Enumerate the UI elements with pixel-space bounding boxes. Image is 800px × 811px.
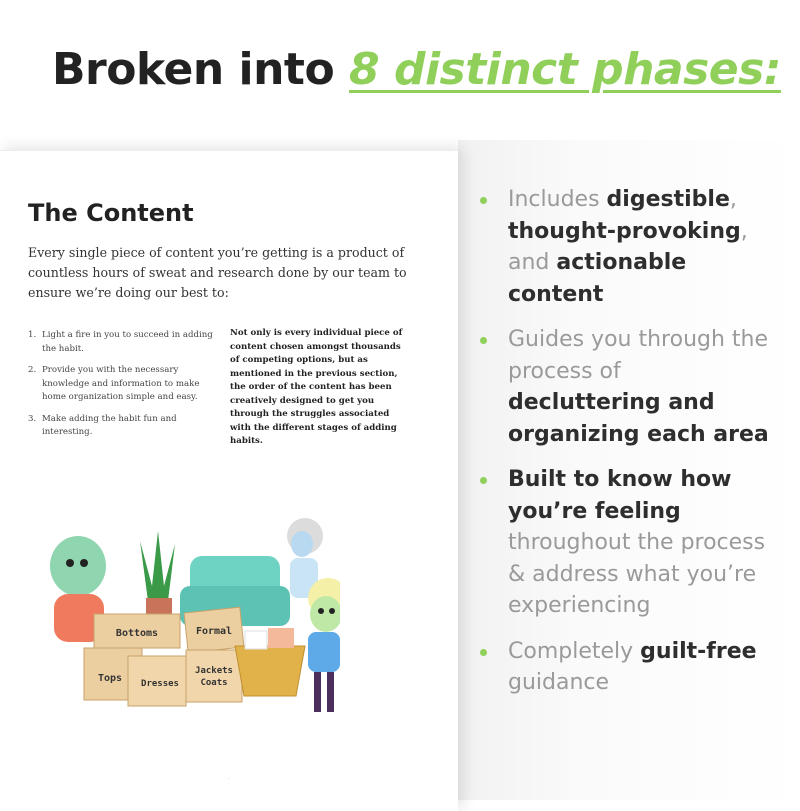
steps-list: [28, 329, 218, 448]
step-text: Provide you with the necessary knowledge and information to make home organization simple and easy.: [42, 365, 200, 402]
feature-text: Guides you through the process of: [508, 327, 769, 384]
bullet-icon: [480, 337, 487, 344]
plant-leaves: [140, 531, 175, 601]
feature-emphasis: Built to know how you’re feeling: [508, 467, 732, 524]
decluttering-illustration: [40, 516, 340, 726]
feature-text: guidance: [508, 670, 610, 695]
box-label: Formal: [195, 626, 233, 637]
feature-emphasis: thought-provoking: [508, 218, 741, 244]
step-number: 2.: [28, 365, 37, 375]
page-number: ·: [228, 776, 230, 783]
headline-lead: Broken into: [52, 44, 350, 95]
feature-item: [480, 464, 780, 622]
feature-item: [480, 324, 780, 450]
basket-clothes: [268, 628, 294, 648]
laundry-basket: [235, 646, 305, 696]
character-eye: [66, 559, 74, 567]
character-eye: [329, 608, 335, 614]
bullet-icon: [480, 649, 487, 656]
right-character-shirt: [308, 632, 340, 672]
box-label: Tops: [97, 673, 123, 684]
headline: [52, 44, 781, 95]
feature-text: Includes: [508, 187, 607, 212]
basket-clothes: [245, 631, 267, 649]
step-item: [28, 364, 218, 405]
grey-character-face: [291, 531, 313, 557]
feature-emphasis: guilt-free: [640, 638, 757, 664]
feature-emphasis: decluttering and organizing each area: [508, 390, 769, 447]
step-text: Light a fire in you to succeed in adding the habit.: [42, 330, 213, 354]
headline-accent: 8 distinct phases:: [349, 44, 781, 95]
step-item: [28, 329, 218, 356]
feature-text: , and: [508, 218, 748, 275]
box-label: Bottoms: [115, 628, 159, 639]
feature-emphasis: actionable content: [508, 250, 687, 307]
right-character-leg: [327, 672, 334, 712]
page-title: The Content: [28, 199, 194, 227]
character-eye: [318, 608, 324, 614]
step-item: [28, 413, 218, 440]
character-eye: [80, 559, 88, 567]
feature-item: [480, 636, 780, 699]
character-head: [50, 536, 106, 596]
side-note: Not only is every individual piece of content chosen amongst thousands of competing options, but as mentioned in the previous section, the order of the content has been creatively designed to get you through the struggles associated with the different stages of adding habits.: [230, 328, 403, 446]
box-label: Dresses: [141, 679, 179, 689]
step-text: Make adding the habit fun and interesting.: [42, 413, 177, 437]
book-page: [0, 150, 458, 811]
box-label: Coats: [200, 678, 228, 688]
page-intro: Every single piece of content you’re getting is a product of countless hours of sweat and research done by our team to ensure we’re doing our best to:: [28, 245, 407, 300]
feature-text: Completely: [508, 638, 641, 664]
feature-text: throughout the process & address what you’re experiencing: [508, 530, 766, 618]
right-character-leg: [314, 672, 321, 712]
step-number: 3.: [28, 413, 37, 424]
box-jackets-coats: [186, 650, 242, 702]
box-label: Jackets: [195, 666, 233, 676]
step-number: 1.: [28, 330, 37, 340]
bullet-icon: [480, 197, 487, 204]
feature-item: [480, 184, 780, 310]
feature-emphasis: digestible: [606, 187, 730, 212]
feature-text: ,: [729, 187, 737, 212]
bullet-icon: [480, 477, 487, 484]
feature-list: [480, 184, 780, 713]
